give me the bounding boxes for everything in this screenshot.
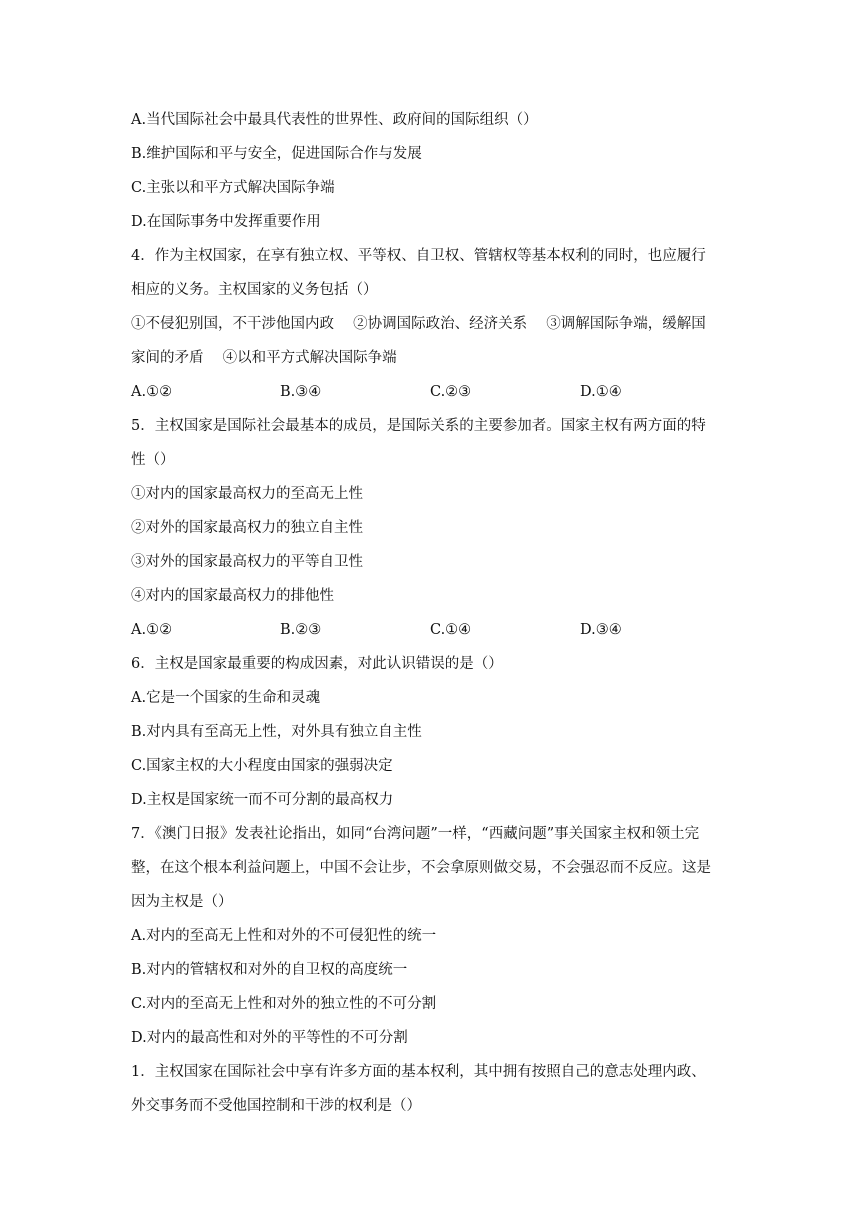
q3-option-d: D.在国际事务中发挥重要作用 [131,214,321,230]
q5-item-1: ①对内的国家最高权力的至高无上性 [131,486,363,502]
q7-stem-line-3: 因为主权是（） [131,894,233,910]
q4-stem-line-1: 4．作为主权国家，在享有独立权、平等权、自卫权、管辖权等基本权利的同时，也应履行 [131,248,706,264]
q6-option-a: A.它是一个国家的生命和灵魂 [131,690,321,706]
q7-option-d: D.对内的最高性和对外的平等性的不可分割 [131,1030,408,1046]
q5-stem-line-1: 5．主权国家是国际社会最基本的成员，是国际关系的主要参加者。国家主权有两方面的特 [131,418,706,434]
q1-stem-line-2: 外交事务而不受他国控制和干涉的权利是（） [131,1098,421,1114]
q3-option-b: B.维护国际和平与安全，促进国际合作与发展 [131,146,422,162]
q6-option-d: D.主权是国家统一而不可分割的最高权力 [131,792,394,808]
q6-stem: 6．主权是国家最重要的构成因素，对此认识错误的是（） [131,656,503,672]
q6-option-b: B.对内具有至高无上性，对外具有独立自主性 [131,724,422,740]
q7-stem-line-2: 整，在这个根本利益问题上，中国不会让步，不会拿原则做交易，不会强忍而不反应。这是 [131,860,711,876]
q4-items-line-1: ①不侵犯别国，不干涉他国内政 ②协调国际政治、经济关系 ③调解国际争端，缓解国 [131,316,706,332]
q5-option-b: B.②③ [280,622,322,638]
q5-stem-line-2: 性（） [131,452,175,468]
q5-option-d: D.③④ [580,622,622,638]
q4-option-c: C.②③ [430,384,472,400]
q7-option-b: B.对内的管辖权和对外的自卫权的高度统一 [131,962,408,978]
q4-stem-line-2: 相应的义务。主权国家的义务包括（） [131,282,378,298]
q1-stem-line-1: 1．主权国家在国际社会中享有许多方面的基本权利，其中拥有按照自己的意志处理内政、 [131,1064,706,1080]
q7-stem-line-1: 7．《澳门日报》发表社论指出，如同“台湾问题”一样，“西藏问题”事关国家主权和领土完 [131,826,700,842]
q3-option-c: C.主张以和平方式解决国际争端 [131,180,335,196]
q4-option-d: D.①④ [580,384,622,400]
q5-option-c: C.①④ [430,622,472,638]
q7-option-c: C.对内的至高无上性和对外的独立性的不可分割 [131,996,437,1012]
q5-option-a: A.①② [131,622,173,638]
q3-option-a: A.当代国际社会中最具代表性的世界性、政府间的国际组织（） [131,112,538,128]
q5-item-4: ④对内的国家最高权力的排他性 [131,588,334,604]
q4-option-b: B.③④ [280,384,322,400]
q5-item-2: ②对外的国家最高权力的独立自主性 [131,520,363,536]
q4-items-line-2: 家间的矛盾 ④以和平方式解决国际争端 [131,350,397,366]
q5-item-3: ③对外的国家最高权力的平等自卫性 [131,554,363,570]
q4-option-a: A.①② [131,384,173,400]
q7-option-a: A.对内的至高无上性和对外的不可侵犯性的统一 [131,928,437,944]
q6-option-c: C.国家主权的大小程度由国家的强弱决定 [131,758,393,774]
